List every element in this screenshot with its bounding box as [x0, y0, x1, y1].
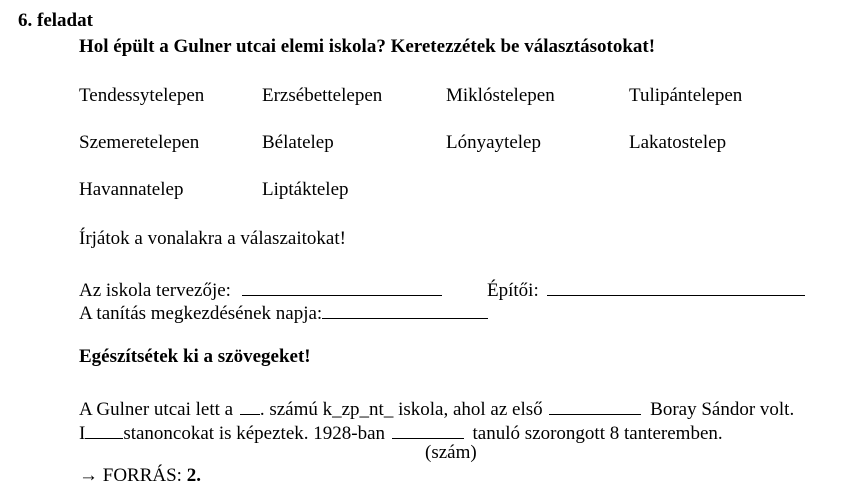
- sentence-2-part-2: stanoncokat is képeztek. 1928-ban: [123, 422, 386, 444]
- sentence-1-part-3: Boray Sándor volt.: [650, 398, 795, 420]
- sentence-2: [79, 418, 723, 445]
- start-date-row: [79, 298, 488, 325]
- builder-label: Építői:: [487, 279, 539, 301]
- choice-miklostelep[interactable]: Miklóstelepen: [446, 85, 555, 106]
- sentence-2-part-1: I: [79, 422, 86, 444]
- instruction-text: Írjátok a vonalakra a válaszaitokat!: [79, 228, 346, 249]
- number-hint: (szám): [425, 442, 477, 463]
- source-number: 2.: [186, 465, 201, 486]
- question-text: Hol épült a Gulner utcai elemi iskola? Keretezzétek be választásotokat!: [79, 36, 656, 57]
- sentence-2-part-3: tanuló szorongott 8 tanteremben.: [472, 422, 723, 444]
- choice-erzsebettelep[interactable]: Erzsébettelepen: [262, 85, 383, 106]
- task-title: 6. feladat: [18, 10, 93, 31]
- source-label: FORRÁS:: [102, 465, 182, 486]
- sentence-1-part-2: . számú k_zp_nt_ iskola, ahol az első: [259, 398, 543, 420]
- designer-label: Az iskola tervezője:: [79, 279, 231, 301]
- first-role-blank[interactable]: [549, 394, 641, 415]
- designer-blank[interactable]: [242, 275, 442, 296]
- start-date-blank[interactable]: [322, 298, 488, 319]
- builder-blank[interactable]: [547, 275, 805, 296]
- start-date-label: A tanítás megkezdésének napja:: [79, 302, 323, 324]
- school-type-blank[interactable]: [85, 418, 123, 439]
- complete-title: Egészítsétek ki a szövegeket!: [79, 346, 311, 367]
- student-count-blank[interactable]: [392, 418, 464, 439]
- sentence-1: [79, 394, 794, 421]
- choice-lakatostelep[interactable]: Lakatostelep: [629, 132, 727, 153]
- choice-tulipantelep[interactable]: Tulipántelepen: [629, 85, 743, 106]
- choice-lonyaytelep[interactable]: Lónyaytelep: [446, 132, 541, 153]
- school-number-blank[interactable]: [240, 394, 260, 415]
- choice-belatelep[interactable]: Bélatelep: [262, 132, 334, 153]
- choice-havannatelep[interactable]: Havannatelep: [79, 179, 184, 200]
- builder-row: [487, 275, 805, 302]
- choice-liptaktelep[interactable]: Liptáktelep: [262, 179, 349, 200]
- choice-szemeretelep[interactable]: Szemeretelepen: [79, 132, 200, 153]
- sentence-1-part-1: A Gulner utcai lett a: [79, 398, 234, 420]
- choice-tendessytelep[interactable]: Tendessytelepen: [79, 85, 205, 106]
- arrow-icon: →: [79, 465, 98, 486]
- source-line: [79, 465, 201, 487]
